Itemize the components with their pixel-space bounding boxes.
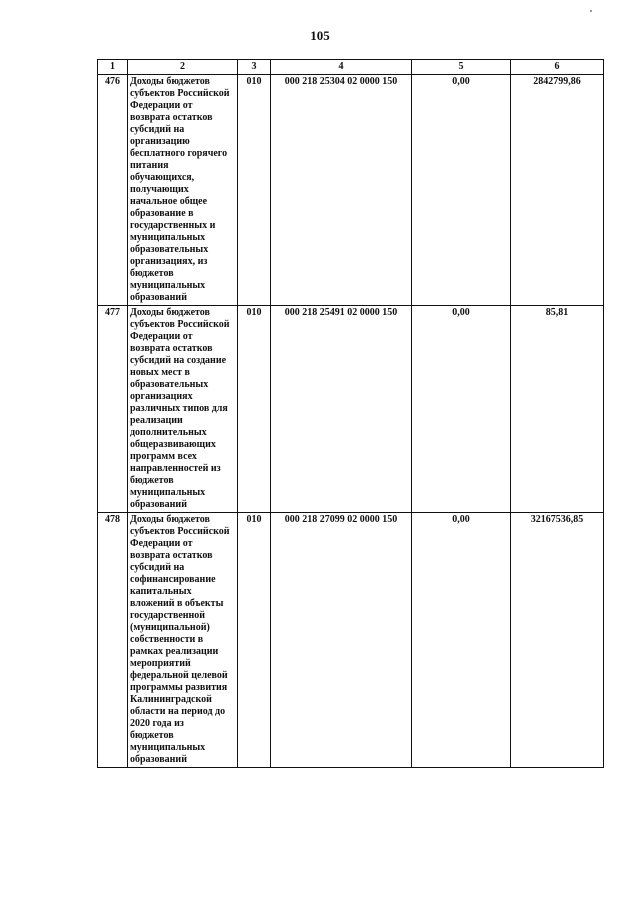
- header-col-5: 5: [412, 60, 511, 75]
- row-name-line: организациях: [130, 391, 193, 402]
- row-name-line: начальное общее: [130, 196, 208, 207]
- row-name-line: собственности в: [130, 634, 204, 645]
- scan-mark: [590, 10, 592, 12]
- row-name-line: бюджетов: [130, 268, 174, 279]
- table-row: [98, 513, 604, 768]
- header-row: [98, 60, 604, 75]
- row-name-line: Федерации от: [130, 538, 193, 549]
- row-name-line: Доходы бюджетов: [130, 514, 210, 525]
- row-name-line: новых мест в: [130, 367, 190, 378]
- row-value-5: 0,00: [412, 306, 511, 513]
- row-name-line: субъектов Российской: [130, 319, 230, 330]
- row-name-line: муниципальных: [130, 280, 206, 291]
- table-row: [98, 75, 604, 306]
- row-name-line: образований: [130, 754, 187, 765]
- row-code: 010: [238, 513, 271, 768]
- row-name-line: области на период до: [130, 706, 226, 717]
- row-name-line: дополнительных: [130, 427, 207, 438]
- row-code: 010: [238, 306, 271, 513]
- header-col-4: 4: [271, 60, 412, 75]
- row-kbk: 000 218 25304 02 0000 150: [271, 75, 412, 306]
- page-number: 105: [310, 28, 330, 43]
- row-name-line: софинансирование: [130, 574, 216, 585]
- row-name-line: образовательных: [130, 244, 209, 255]
- row-name-line: получающих: [130, 184, 189, 195]
- row-name-line: организацию: [130, 136, 190, 147]
- table-body: [98, 75, 604, 768]
- row-name-line: Доходы бюджетов: [130, 307, 210, 318]
- row-name-line: образование в: [130, 208, 194, 219]
- row-kbk: 000 218 25491 02 0000 150: [271, 306, 412, 513]
- row-code: 010: [238, 75, 271, 306]
- row-name-line: программы развития: [130, 682, 228, 693]
- row-name-line: федеральной целевой: [130, 670, 228, 681]
- row-name-line: программ всех: [130, 451, 197, 462]
- row-name-line: возврата остатков: [130, 112, 213, 123]
- row-name-line: Федерации от: [130, 331, 193, 342]
- row-name-line: муниципальных: [130, 742, 206, 753]
- row-name-line: субъектов Российской: [130, 526, 230, 537]
- row-name-line: государственной: [130, 610, 206, 621]
- row-number: 476: [98, 75, 128, 306]
- header-col-1: 1: [98, 60, 128, 75]
- row-name-line: общеразвивающих: [130, 439, 216, 450]
- row-name-line: вложений в объекты: [130, 598, 224, 609]
- row-value-6: 32167536,85: [511, 513, 604, 768]
- row-name-line: 2020 года из: [130, 718, 184, 729]
- row-name-line: бесплатного горячего: [130, 148, 228, 159]
- row-name-line: Федерации от: [130, 100, 193, 111]
- row-number: 477: [98, 306, 128, 513]
- row-name-line: государственных и: [130, 220, 216, 231]
- row-kbk: 000 218 27099 02 0000 150: [271, 513, 412, 768]
- row-name-line: питания: [130, 160, 169, 171]
- row-name-line: образований: [130, 292, 187, 303]
- row-name-line: бюджетов: [130, 475, 174, 486]
- row-name-line: рамках реализации: [130, 646, 219, 657]
- row-name-line: направленностей из: [130, 463, 221, 474]
- row-name-line: различных типов для: [130, 403, 228, 414]
- header-col-2: 2: [128, 60, 238, 75]
- row-name-line: капитальных: [130, 586, 192, 597]
- row-name: [128, 306, 238, 513]
- row-name-line: Калининградской: [130, 694, 212, 705]
- row-name-line: субсидий на создание: [130, 355, 227, 366]
- row-value-6: 2842799,86: [511, 75, 604, 306]
- budget-table: [97, 59, 604, 768]
- row-name-line: бюджетов: [130, 730, 174, 741]
- row-name-line: реализации: [130, 415, 183, 426]
- row-name: [128, 75, 238, 306]
- row-name-line: субъектов Российской: [130, 88, 230, 99]
- row-name-line: субсидий на: [130, 124, 185, 135]
- row-value-5: 0,00: [412, 513, 511, 768]
- row-name-line: (муниципальной): [130, 622, 210, 633]
- row-name-line: обучающихся,: [130, 172, 195, 183]
- row-name-line: муниципальных: [130, 487, 206, 498]
- row-name-line: мероприятий: [130, 658, 191, 669]
- row-name: [128, 513, 238, 768]
- header-col-6: 6: [511, 60, 604, 75]
- row-name-line: образований: [130, 499, 187, 510]
- row-value-6: 85,81: [511, 306, 604, 513]
- row-name-line: возврата остатков: [130, 550, 213, 561]
- row-name-line: образовательных: [130, 379, 209, 390]
- row-name-line: Доходы бюджетов: [130, 76, 210, 87]
- table-row: [98, 306, 604, 513]
- row-value-5: 0,00: [412, 75, 511, 306]
- row-number: 478: [98, 513, 128, 768]
- row-name-line: муниципальных: [130, 232, 206, 243]
- row-name-line: субсидий на: [130, 562, 185, 573]
- row-name-line: возврата остатков: [130, 343, 213, 354]
- header-col-3: 3: [238, 60, 271, 75]
- row-name-line: организациях, из: [130, 256, 208, 267]
